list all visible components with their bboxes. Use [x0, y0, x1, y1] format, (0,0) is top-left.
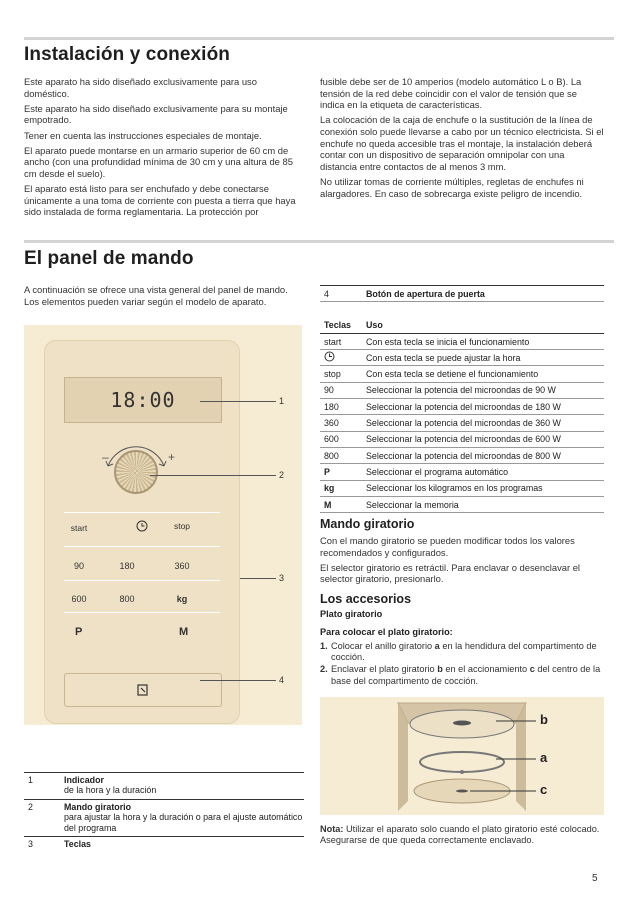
use-cell: Seleccionar la potencia del microondas de 600 W [366, 431, 604, 447]
key-cell: 180 [320, 399, 366, 415]
program-key[interactable]: P [75, 626, 83, 638]
step-number: 2. [320, 664, 328, 675]
table-row [24, 837, 304, 853]
legend-desc: de la hora y la duración [64, 785, 157, 796]
use-cell: Seleccionar el programa automático [366, 464, 604, 480]
callout-line [200, 680, 276, 681]
use-cell: Con esta tecla se detiene el funcionamiento [366, 366, 604, 382]
memory-key[interactable]: M [179, 626, 189, 638]
table-row [320, 464, 604, 480]
panel-separator [64, 580, 220, 581]
legend-label: Indicador [64, 775, 104, 785]
use-cell: Seleccionar la potencia del microondas de 90 W [366, 382, 604, 398]
note [320, 824, 604, 847]
key-cell [320, 350, 366, 366]
panel-separator [64, 546, 220, 547]
table-row [320, 399, 604, 415]
turntable-illustration [320, 697, 604, 815]
column-header: Teclas [320, 318, 366, 334]
knob-section-text [320, 535, 604, 589]
paragraph: Este aparato ha sido diseñado exclusivamente para su montaje empotrado. [24, 102, 288, 126]
door-open-button[interactable] [64, 673, 222, 707]
callout-2: 2 [279, 470, 285, 480]
note-label: Nota: [320, 824, 344, 834]
use-cell: Seleccionar la potencia del microondas de 360 W [366, 415, 604, 431]
legend-label: Teclas [64, 839, 91, 850]
panel-separator [64, 612, 220, 613]
paragraph: fusible debe ser de 10 amperios (modelo automático L o B). La tensión de la red debe coincidir con el valor de tensión que se indica en la etiqueta de características. [320, 76, 582, 111]
display-time: 18:00 [110, 388, 176, 412]
table-header [320, 318, 604, 334]
page-number: 5 [592, 873, 598, 884]
stop-key[interactable]: stop [173, 521, 191, 531]
door-icon [136, 683, 150, 697]
key-cell: M [320, 496, 366, 512]
callout-4: 4 [279, 675, 285, 685]
section-title-control-panel: El panel de mando [24, 248, 194, 269]
minus-sign: – [102, 450, 109, 464]
label-c: c [540, 782, 548, 797]
key-cell: 360 [320, 415, 366, 431]
accessories-title: Los accesorios [320, 592, 412, 606]
panel-separator [64, 512, 220, 513]
turntable-steps [320, 641, 604, 688]
use-cell: Seleccionar los kilogramos en los programas [366, 480, 604, 496]
use-cell: Seleccionar la potencia del microondas de 800 W [366, 447, 604, 463]
paragraph: Con el mando giratorio se pueden modificar todos los valores recomendados y configurados. [320, 535, 575, 558]
table-row [320, 415, 604, 431]
power-180-key[interactable]: 180 [119, 561, 135, 571]
legend-table [24, 772, 304, 852]
table-row [320, 286, 604, 302]
table-row [320, 366, 604, 382]
table-row [320, 431, 604, 447]
table-row [24, 773, 304, 800]
paragraph: La colocación de la caja de enchufe o la sustitución de la línea de conexión solo puede llevarse a cabo por un técnico electricista. Si el enchufe no queda accesible tras el montaje, la instalación deberá contar con un dispositivo de separación omnipolar con una distancia entre contactos de al menos 3 mm. [320, 114, 604, 172]
legend-label: Mando giratorio [64, 801, 132, 812]
key-cell: 800 [320, 447, 366, 463]
knob-section-title: Mando giratorio [320, 517, 415, 531]
list-item: 1. Colocar el anillo giratorio a en la hendidura del compartimento de cocción. [320, 641, 597, 663]
paragraph: El aparato está listo para ser enchufado y debe conectarse únicamente a una toma de corriente con puesta a tierra que haya sido instalada de forma reglamentaria. La protección por [24, 183, 296, 218]
paragraph: Tener en cuenta las instrucciones especiales de montaje. [24, 129, 262, 141]
table-row [24, 799, 304, 836]
turntable-subtitle: Plato giratorio [320, 609, 383, 619]
callout-line [200, 401, 276, 402]
callout-line [150, 475, 276, 476]
key-cell: P [320, 464, 366, 480]
callout-3: 3 [279, 573, 285, 583]
control-panel-face [44, 340, 240, 724]
kg-key[interactable]: kg [176, 594, 188, 604]
legend-label: Botón de apertura de puerta [366, 286, 604, 302]
legend-num: 1 [24, 773, 64, 800]
label-b: b [540, 712, 548, 727]
key-cell: start [320, 333, 366, 349]
list-item: 2. Enclavar el plato giratorio b en el accionamiento c del centro de la base del compartimento de cocción. [320, 664, 601, 686]
section-title-installation: Instalación y conexión [24, 44, 230, 65]
key-cell: 600 [320, 431, 366, 447]
clock-key[interactable] [122, 520, 162, 534]
power-600-key[interactable]: 600 [71, 594, 87, 604]
callout-line [240, 578, 276, 579]
start-key[interactable]: start [70, 523, 88, 533]
paragraph: El aparato puede montarse en un armario superior de 60 cm de ancho (con una profundidad mínima de 30 cm y una altura de 85 cm desde el suelo). [24, 144, 293, 179]
paragraph: No utilizar tomas de corriente múltiples, regletas de enchufes ni alargadores. En caso de sobrecarga existe peligro de incendio. [320, 175, 584, 199]
key-cell: stop [320, 366, 366, 382]
power-90-key[interactable]: 90 [73, 561, 84, 571]
paragraph: El selector giratorio es retráctil. Para enclavar o desenclavar el selector giratorio, presionarlo. [320, 561, 581, 585]
label-a: a [540, 750, 548, 765]
installation-right-column [320, 76, 604, 203]
key-cell: 90 [320, 382, 366, 398]
turntable-drawing [320, 697, 604, 815]
legend-num: 2 [24, 799, 64, 836]
rotary-knob[interactable] [114, 450, 158, 494]
use-cell: Seleccionar la potencia del microondas de 180 W [366, 399, 604, 415]
section-divider [24, 37, 614, 40]
section-divider [24, 240, 614, 243]
keys-table [320, 285, 604, 513]
control-panel-illustration [24, 325, 302, 725]
table-row [320, 447, 604, 463]
callout-1: 1 [279, 396, 285, 406]
power-360-key[interactable]: 360 [174, 561, 190, 571]
turntable-instructions-title: Para colocar el plato giratorio: [320, 627, 453, 637]
legend-num: 4 [320, 286, 366, 302]
table-row [320, 382, 604, 398]
use-cell: Seleccionar la memoria [366, 496, 604, 512]
time-display [64, 377, 222, 423]
note-text: Utilizar el aparato solo cuando el plato giratorio esté colocado. Asegurarse de que queda correctamente enclavado. [320, 824, 600, 846]
table-row [320, 350, 604, 366]
table-row [320, 333, 604, 349]
power-800-key[interactable]: 800 [119, 594, 135, 604]
clock-icon [324, 351, 335, 362]
key-cell: kg [320, 480, 366, 496]
table-row [320, 496, 604, 512]
table-row [320, 480, 604, 496]
use-cell: Con esta tecla se inicia el funcionamiento [366, 333, 604, 349]
legend-num: 3 [24, 837, 64, 853]
clock-icon [136, 520, 148, 532]
installation-left-column [24, 76, 302, 222]
use-cell: Con esta tecla se puede ajustar la hora [366, 350, 604, 366]
control-panel-intro: A continuación se ofrece una vista general del panel de mando. Los elementos pueden variar según el modelo de aparato. [24, 284, 288, 307]
column-header: Uso [366, 318, 604, 334]
legend-desc: para ajustar la hora y la duración o para el ajuste automático del programa [64, 812, 303, 833]
paragraph: Este aparato ha sido diseñado exclusivamente para uso doméstico. [24, 76, 257, 99]
step-number: 1. [320, 641, 328, 651]
plus-sign: + [168, 450, 176, 464]
